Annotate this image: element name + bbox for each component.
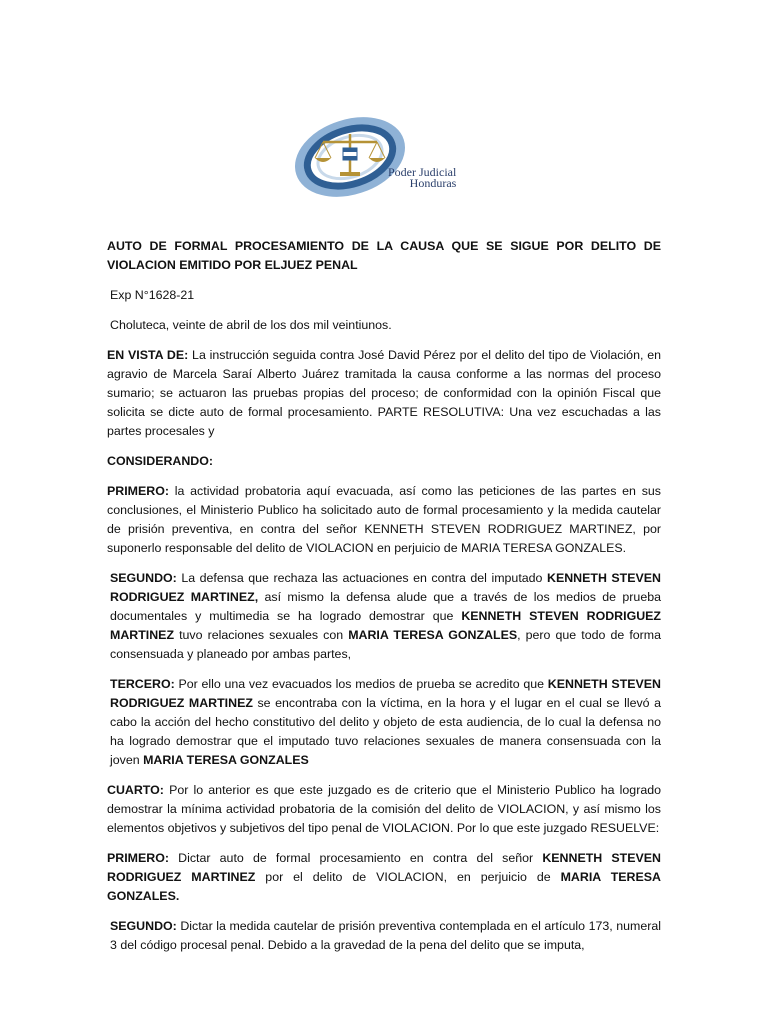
paragraph-resuelve-primero	[107, 849, 661, 906]
paragraph-primero	[107, 482, 661, 558]
expediente-number: Exp N°1628-21	[110, 288, 195, 302]
primero-label: PRIMERO:	[107, 484, 169, 498]
resuelve-primero-label: PRIMERO:	[107, 851, 169, 865]
resuelve-segundo-text: Dictar la medida cautelar de prisión preventiva contemplada en el artículo 173, numeral 3 del código procesal penal. Debido a la gravedad de la pena del delito que se imputa,	[110, 919, 661, 952]
tercero-text-1: Por ello una vez evacuados los medios de prueba se acredito que	[178, 677, 545, 691]
tercero-text-2: se encontraba con la víctima, en la hora y el lugar en el cual se llevó a cabo la acción del hecho constitutivo del delito y objeto de esta audiencia, de lo cual la defensa no ha logrado demostrar que el imputado tuvo relaciones sexuales de manera consensuada con la joven	[110, 696, 661, 767]
segundo-text-4: , pero que todo de forma consensuada y planeado por ambas partes,	[110, 628, 661, 661]
en-vista-text: La instrucción seguida contra José David Pérez por el delito del tipo de Violación, en agravio de Marcela Saraí Alberto Juárez tramitada la causa conforme a las normas del proceso sumario; se actuaron las pruebas propias del proceso; de conformidad con la opinión Fiscal que solicita se dicte auto de formal procesamiento. PARTE RESOLUTIVA: Una vez escuchadas a las partes procesales y	[107, 348, 661, 438]
tercero-name-2: MARIA TERESA GONZALES	[143, 753, 309, 767]
tercero-name-1: KENNETH STEVEN RODRIGUEZ MARTINEZ	[110, 677, 662, 710]
resuelve-primero-name-2: MARIA TERESA GONZALES.	[107, 870, 661, 903]
paragraph-resuelve-segundo	[107, 917, 661, 955]
segundo-label: SEGUNDO:	[110, 571, 177, 585]
segundo-name-1: KENNETH STEVEN RODRIGUEZ MARTINEZ,	[110, 571, 661, 604]
document-title: AUTO DE FORMAL PROCESAMIENTO DE LA CAUSA QUE SE SIGUE POR DELITO DE VIOLACION EMITIDO POR ELJUEZ PENAL	[107, 239, 661, 272]
paragraph-tercero	[107, 675, 661, 770]
logo-wordmark	[388, 167, 456, 189]
poder-judicial-logo	[295, 112, 485, 202]
place-date: Choluteca, veinte de abril de los dos mil veintiunos.	[110, 318, 392, 332]
resuelve-segundo-label: SEGUNDO:	[110, 919, 177, 933]
tercero-label: TERCERO:	[110, 677, 175, 691]
paragraph-segundo	[107, 569, 661, 664]
resuelve-primero-text-2: por el delito de VIOLACION, en perjuicio de	[265, 870, 551, 884]
primero-text: la actividad probatoria aquí evacuada, así como las peticiones de las partes en sus conclusiones, el Ministerio Publico ha solicitado auto de formal procesamiento y la medida cautelar de prisión preventiva, en contra del señor KENNETH STEVEN RODRIGUEZ MARTINEZ, por suponerlo responsable del delito de VIOLACION en perjuicio de MARIA TERESA GONZALES.	[107, 484, 661, 555]
segundo-text-1: La defensa que rechaza las actuaciones en contra del imputado	[181, 571, 543, 585]
paragraph-cuarto	[107, 781, 661, 838]
document-body	[107, 237, 661, 966]
paragraph-en-vista	[107, 346, 661, 441]
segundo-text-3: tuvo relaciones sexuales con	[179, 628, 344, 642]
logo-line2: Honduras	[409, 176, 457, 190]
segundo-name-2: KENNETH STEVEN RODRIGUEZ MARTINEZ	[110, 609, 661, 642]
segundo-text-2: así mismo la defensa alude que a través de los medios de prueba documentales y multimedia se ha logrado demostrar que	[110, 590, 661, 623]
cuarto-text: Por lo anterior es que este juzgado es de criterio que el Ministerio Publico ha logrado demostrar la mínima actividad probatoria de la comisión del delito de VIOLACION, y así mismo los elementos objetivos y subjetivos del tipo penal de VIOLACION. Por lo que este juzgado RESUELVE:	[107, 783, 661, 835]
cuarto-label: CUARTO:	[107, 783, 164, 797]
resuelve-primero-text-1: Dictar auto de formal procesamiento en contra del señor	[178, 851, 534, 865]
resuelve-primero-name-1: KENNETH STEVEN RODRIGUEZ MARTINEZ	[107, 851, 661, 884]
logo-line1: Poder Judicial	[388, 165, 457, 179]
en-vista-label: EN VISTA DE:	[107, 348, 189, 362]
segundo-name-3: MARIA TERESA GONZALES	[348, 628, 518, 642]
considerando-heading: CONSIDERANDO:	[107, 454, 214, 468]
